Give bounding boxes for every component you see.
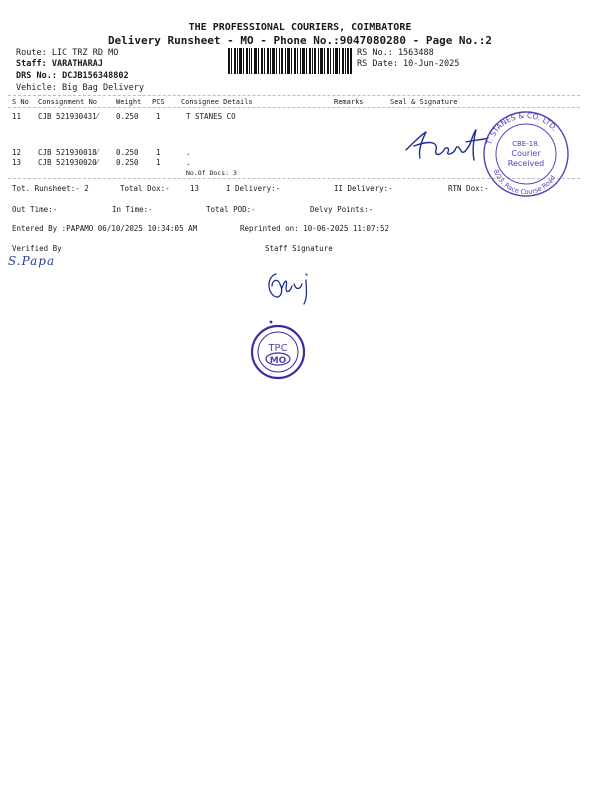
row-1-consignee: T STANES CO: [186, 112, 236, 121]
staff-signature: [262, 266, 318, 306]
out-time: Out Time:-: [12, 205, 58, 214]
vehicle-text: Vehicle: Big Bag Delivery: [16, 83, 144, 93]
verified-by-label: Verified By: [12, 244, 62, 253]
tick-mark-icon: ⁄: [96, 112, 98, 121]
verifier-handwriting: S.Papa: [8, 254, 56, 268]
staff-value: VARATHARAJ: [51, 59, 104, 69]
row-1-pcs: 1: [156, 112, 161, 121]
row-1-sno: 11: [12, 112, 22, 121]
row-2-consignment: CJB 521930018⁄: [38, 148, 98, 157]
col-remarks: Remarks: [334, 98, 364, 106]
tick-mark-icon: ⁄: [96, 148, 98, 157]
reprinted-on: Reprinted on: 10-06-2025 11:07:52: [240, 224, 390, 233]
row-3-pcs: 1: [156, 158, 161, 167]
row-2-pcs: 1: [156, 148, 161, 157]
tpc-stamp-top: TPC: [268, 343, 288, 354]
stamp-line-3: Received: [507, 159, 545, 168]
col-consignment: Consignment No: [38, 98, 98, 106]
row-1-consignment: CJB 521930431⁄: [38, 112, 98, 121]
entered-by: Entered By :PAPAMO 06/10/2025 10:34:05 AM: [12, 224, 198, 233]
row-3-sno: 13: [12, 158, 22, 167]
stamp-outer-text: T. STANES & CO. LTD.: [484, 110, 560, 146]
staff-row: [16, 59, 103, 69]
row-3-consignee: .: [186, 158, 191, 167]
row-2-weight: 0.250: [116, 148, 139, 157]
rs-date: RS Date: 10-Jun-2025: [357, 59, 460, 69]
staff-label: Staff:: [16, 59, 47, 69]
company-title: THE PROFESSIONAL COURIERS, COIMBATORE: [188, 22, 412, 33]
route-text: Route: LIC TRZ RD MO: [16, 48, 119, 58]
tpc-stamp-bottom: MO: [269, 356, 287, 366]
col-sno: S No: [12, 98, 29, 106]
col-weight: Weight: [116, 98, 142, 106]
drs-label: DRS No.:: [16, 71, 57, 81]
tick-mark-icon: ⁄: [96, 158, 98, 167]
stamp-line-2: Courier: [511, 149, 541, 158]
row-1-weight: 0.250: [116, 112, 139, 121]
drs-value: DCJB156348802: [62, 71, 129, 81]
rtn-dox: RTN Dox:-: [448, 184, 489, 193]
stamp-line-1: CBE-18.: [512, 140, 540, 148]
tot-runsheet: Tot. Runsheet:- 2: [12, 184, 89, 193]
col-consignee: Consignee Details: [181, 98, 253, 106]
ii-delivery: II Delivery:-: [334, 184, 393, 193]
runsheet-subtitle: Delivery Runsheet - MO - Phone No.:9047080280 - Page No.:2: [107, 34, 493, 47]
i-delivery: I Delivery:-: [226, 184, 281, 193]
row-3-consignment: CJB 521930020⁄: [38, 158, 98, 167]
no-of-docs: No.Of Docs: 3: [186, 169, 237, 177]
rs-number: RS No.: 1563488: [357, 48, 434, 58]
row-2-consignee: .: [186, 148, 191, 157]
delvy-points: Delvy Points:-: [310, 205, 374, 214]
row-3-weight: 0.250: [116, 158, 139, 167]
in-time: In Time:-: [112, 205, 153, 214]
col-seal: Seal & Signature: [390, 98, 458, 106]
stamp-bottom-text: 8/23, Race Course Road: [491, 168, 558, 197]
tpc-mo-stamp: [244, 318, 314, 384]
barcode: [228, 48, 352, 74]
drs-row: [16, 71, 129, 81]
total-dox-value: 13: [190, 184, 200, 193]
staff-signature-label: Staff Signature: [265, 244, 333, 253]
header-top-rule: [8, 95, 580, 96]
total-dox-label: Total Dox:-: [120, 184, 170, 193]
col-pcs: PCS: [152, 98, 165, 106]
total-pod: Total POD:-: [206, 205, 256, 214]
row-2-sno: 12: [12, 148, 22, 157]
